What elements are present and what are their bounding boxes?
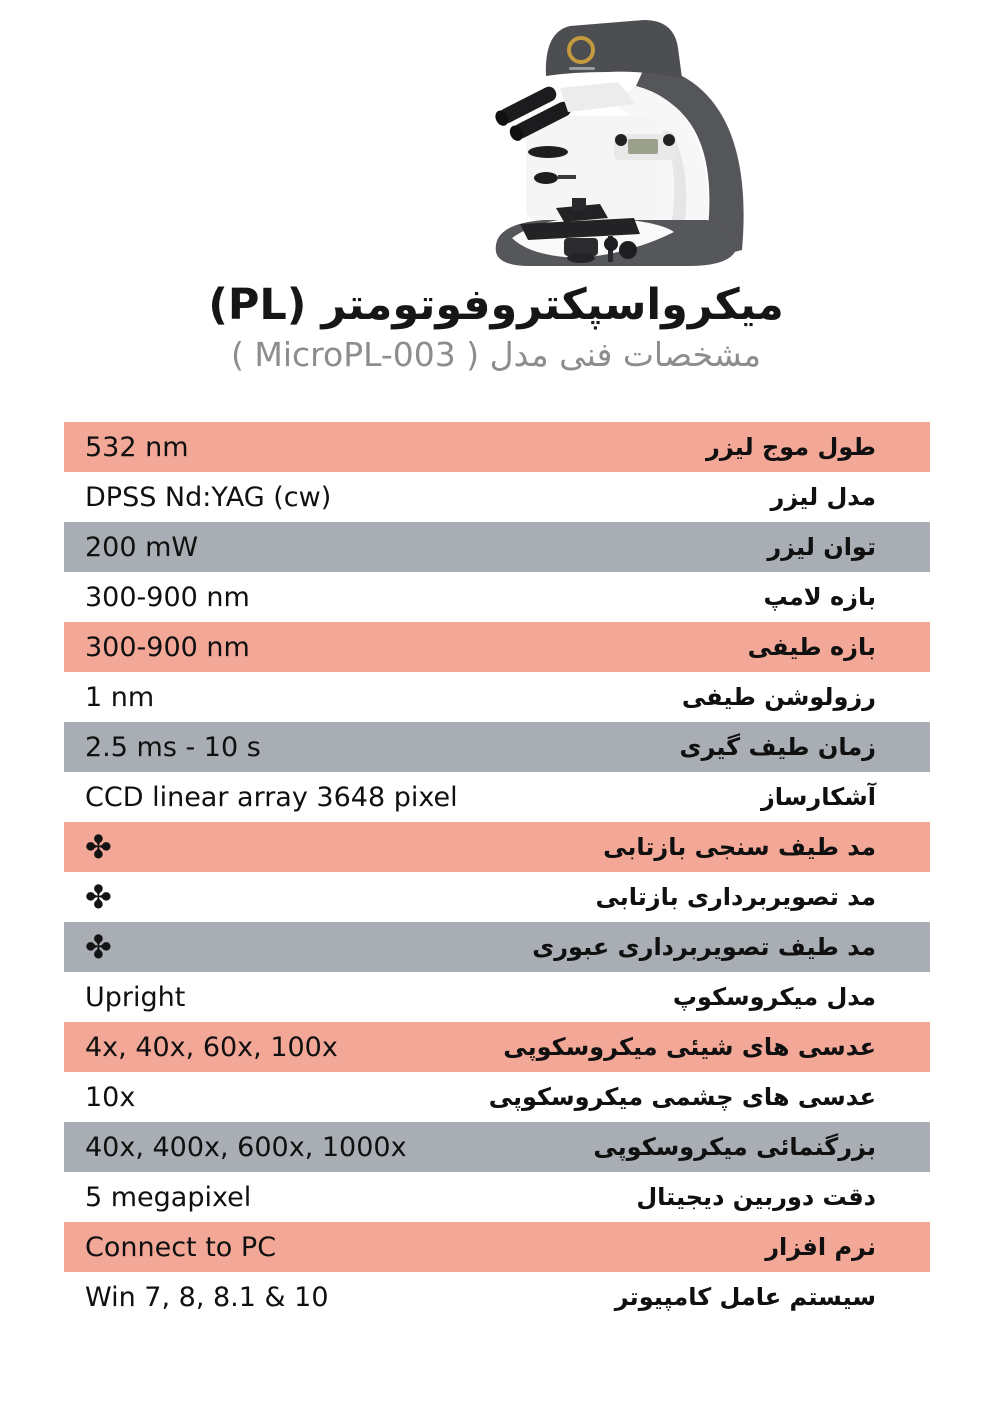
table-row — [64, 1072, 930, 1122]
spec-value: 300-900 nm — [85, 631, 250, 663]
microscope-image — [468, 12, 770, 278]
table-row — [64, 772, 930, 822]
spec-label: مد طیف تصویربرداری عبوری — [532, 933, 876, 961]
spec-label: مد تصویربرداری بازتابی — [595, 883, 876, 911]
table-row — [64, 1272, 930, 1322]
check-mark-icon: ✤ — [85, 928, 112, 966]
table-row — [64, 822, 930, 872]
check-mark-icon: ✤ — [85, 878, 112, 916]
spec-label: توان لیزر — [767, 533, 876, 561]
table-row — [64, 922, 930, 972]
spec-value: 1 nm — [85, 681, 155, 713]
spec-label: عدسی های چشمی میکروسکوپی — [488, 1083, 876, 1111]
spec-value: CCD linear array 3648 pixel — [85, 781, 458, 813]
table-row — [64, 422, 930, 472]
spec-label: بزرگنمائی میکروسکوپی — [593, 1133, 876, 1161]
spec-label: بازه لامپ — [763, 583, 876, 611]
spec-label: زمان طیف گیری — [679, 733, 876, 761]
spec-value: 532 nm — [85, 431, 189, 463]
table-row — [64, 1222, 930, 1272]
spec-value: DPSS Nd:YAG (cw) — [85, 481, 332, 513]
spec-label: آشکارساز — [760, 783, 876, 811]
table-row — [64, 1022, 930, 1072]
table-row — [64, 672, 930, 722]
table-row — [64, 972, 930, 1022]
spec-label: دقت دوربین دیجیتال — [636, 1183, 876, 1211]
spec-label: بازه طیفی — [747, 633, 876, 661]
spec-value: 5 megapixel — [85, 1181, 252, 1213]
check-mark-icon: ✤ — [85, 828, 112, 866]
spec-label: رزولوشن طیفی — [681, 683, 876, 711]
table-row — [64, 1172, 930, 1222]
spec-label: مدل میکروسکوپ — [672, 983, 876, 1011]
spec-label: سیستم عامل کامپیوتر — [614, 1283, 876, 1311]
table-row — [64, 522, 930, 572]
spec-value: 40x, 400x, 600x, 1000x — [85, 1131, 407, 1163]
header — [0, 281, 992, 374]
page-title: میکرواسپکتروفوتومتر (PL) — [208, 280, 784, 330]
spec-value: Connect to PC — [85, 1231, 277, 1263]
spec-value: 4x, 40x, 60x, 100x — [85, 1031, 338, 1063]
spec-value: 2.5 ms - 10 s — [85, 731, 261, 763]
spec-label: مد طیف سنجی بازتابی — [603, 833, 876, 861]
spec-label: عدسی های شیئی میکروسکوپی — [503, 1033, 876, 1061]
spec-value: Win 7, 8, 8.1 & 10 — [85, 1281, 329, 1313]
spec-value: 200 mW — [85, 531, 199, 563]
table-row — [64, 872, 930, 922]
spec-label: طول موج لیزر — [706, 433, 876, 461]
table-row — [64, 572, 930, 622]
table-row — [64, 1122, 930, 1172]
spec-label: مدل لیزر — [770, 483, 876, 511]
table-row — [64, 472, 930, 522]
spec-value: 300-900 nm — [85, 581, 250, 613]
spec-label: نرم افزار — [765, 1233, 876, 1261]
spec-value: 10x — [85, 1081, 136, 1113]
page-subtitle: مشخصات فنی مدل ( MicroPL-003 ) — [231, 335, 761, 375]
spec-value: Upright — [85, 981, 186, 1013]
table-row — [64, 622, 930, 672]
spec-table — [64, 422, 930, 1322]
table-row — [64, 722, 930, 772]
